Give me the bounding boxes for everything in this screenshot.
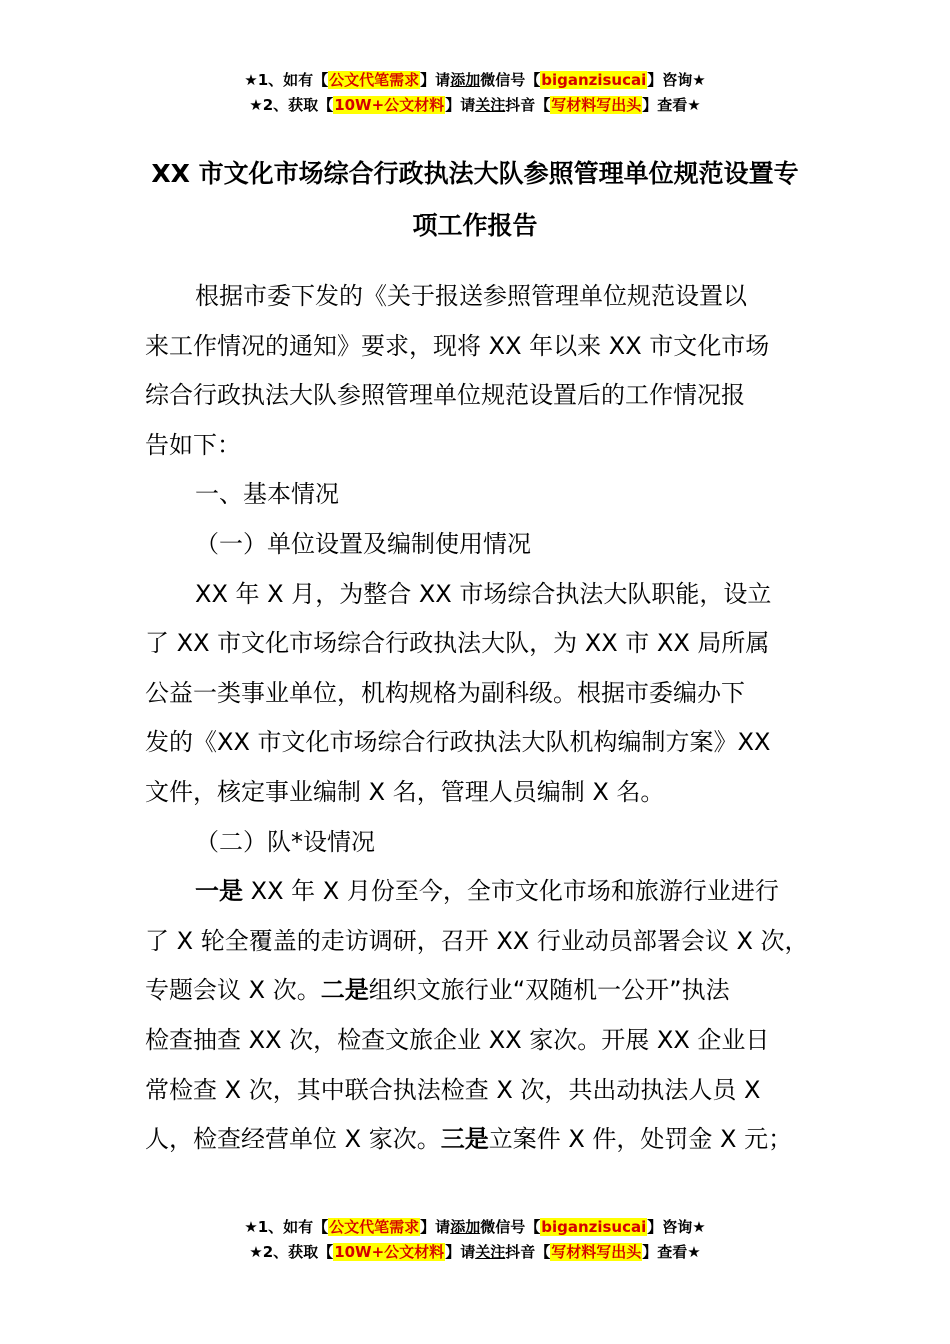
banner-line-2 <box>0 1240 950 1265</box>
paragraph-line <box>145 867 845 917</box>
line-text: XX 年 X 月份至今，全市文化市场和旅游行业进行 <box>243 877 779 906</box>
banner-text: ★2、获取【 <box>249 96 334 114</box>
bold-lead: 一是 <box>195 877 243 906</box>
banner-highlight: 公文代笔需求 <box>329 1218 420 1236</box>
document-body <box>145 272 845 1165</box>
paragraph-line: 综合行政执法大队参照管理单位规范设置后的工作情况报 <box>145 381 745 410</box>
paragraph-line: 文件，核定事业编制 X 名，管理人员编制 X 名。 <box>145 777 665 806</box>
banner-line-1 <box>0 68 950 93</box>
paragraph-line: 检查抽查 XX 次，检查文旅企业 XX 家次。开展 XX 企业日 <box>145 1025 770 1054</box>
bold-lead: 二是 <box>320 976 369 1005</box>
banner-text: 】查看★ <box>642 1243 701 1261</box>
bold-lead: 三是 <box>440 1125 489 1154</box>
paragraph-line: 了 X 轮全覆盖的走访调研，召开 XX 行业动员部署会议 X 次， <box>145 926 809 955</box>
banner-underline: 添加 <box>450 1218 481 1236</box>
banner-highlight: 公文代笔需求 <box>329 71 420 89</box>
paragraph-line: 告如下： <box>145 430 241 459</box>
paragraph-line: 公益一类事业单位，机构规格为副科级。根据市委编办下 <box>145 678 745 707</box>
banner-line-1 <box>0 1215 950 1240</box>
paragraph-line: 发的《XX 市文化市场综合行政执法大队机构编制方案》XX <box>145 728 771 757</box>
banner-highlight: biganzisucai <box>541 1218 647 1236</box>
banner-underline: 添加 <box>450 71 481 89</box>
paragraph-line: XX 年 X 月，为整合 XX 市场综合执法大队职能，设立 <box>195 579 772 608</box>
banner-text: ★1、如有【 <box>244 1218 329 1236</box>
banner-underline: 关注 <box>475 1243 506 1261</box>
line-text: 组织文旅行业“双随机一公开”执法 <box>368 976 730 1005</box>
banner-text: 抖音【 <box>505 96 551 114</box>
banner-highlight: 写材料写出头 <box>551 1243 642 1261</box>
banner-highlight: 写材料写出头 <box>551 96 642 114</box>
document-title <box>100 148 850 252</box>
paragraph-line: 来工作情况的通知》要求，现将 XX 年以来 XX 市文化市场 <box>145 331 770 360</box>
bottom-banner <box>0 1215 950 1265</box>
paragraph-line <box>145 966 845 1016</box>
banner-text: 】请 <box>445 1243 476 1261</box>
banner-highlight: biganzisucai <box>541 71 647 89</box>
banner-text: ★1、如有【 <box>244 71 329 89</box>
section-heading: 一、基本情况 <box>195 480 339 509</box>
line-text: 专题会议 X 次。 <box>145 976 321 1005</box>
paragraph-line: 常检查 X 次，其中联合执法检查 X 次，共出动执法人员 X <box>145 1075 761 1104</box>
banner-line-2 <box>0 93 950 118</box>
paragraph-line: 根据市委下发的《关于报送参照管理单位规范设置以 <box>195 282 747 310</box>
banner-text: 】请 <box>445 96 476 114</box>
banner-text: 】咨询★ <box>647 71 706 89</box>
title-line-2: 项工作报告 <box>412 211 538 240</box>
subsection-heading: （一）单位设置及编制使用情况 <box>195 529 531 558</box>
banner-text: 微信号【 <box>480 1218 541 1236</box>
banner-text: 抖音【 <box>505 1243 551 1261</box>
subsection-heading: （二）队*设情况 <box>195 827 375 856</box>
line-text: 立案件 X 件，处罚金 X 元； <box>488 1125 793 1154</box>
banner-text: 】请 <box>420 71 451 89</box>
banner-highlight: 10W+公文材料 <box>334 1243 445 1261</box>
banner-text: 微信号【 <box>480 71 541 89</box>
paragraph-line: 了 XX 市文化市场综合行政执法大队，为 XX 市 XX 局所属 <box>145 629 770 658</box>
top-banner <box>0 68 950 118</box>
banner-underline: 关注 <box>475 96 506 114</box>
title-line-1: XX 市文化市场综合行政执法大队参照管理单位规范设置专 <box>151 159 799 188</box>
line-text: 人，检查经营单位 X 家次。 <box>145 1125 441 1154</box>
paragraph-line <box>145 1115 845 1165</box>
banner-text: ★2、获取【 <box>249 1243 334 1261</box>
banner-text: 】查看★ <box>642 96 701 114</box>
banner-text: 】请 <box>420 1218 451 1236</box>
banner-highlight: 10W+公文材料 <box>334 96 445 114</box>
banner-text: 】咨询★ <box>647 1218 706 1236</box>
